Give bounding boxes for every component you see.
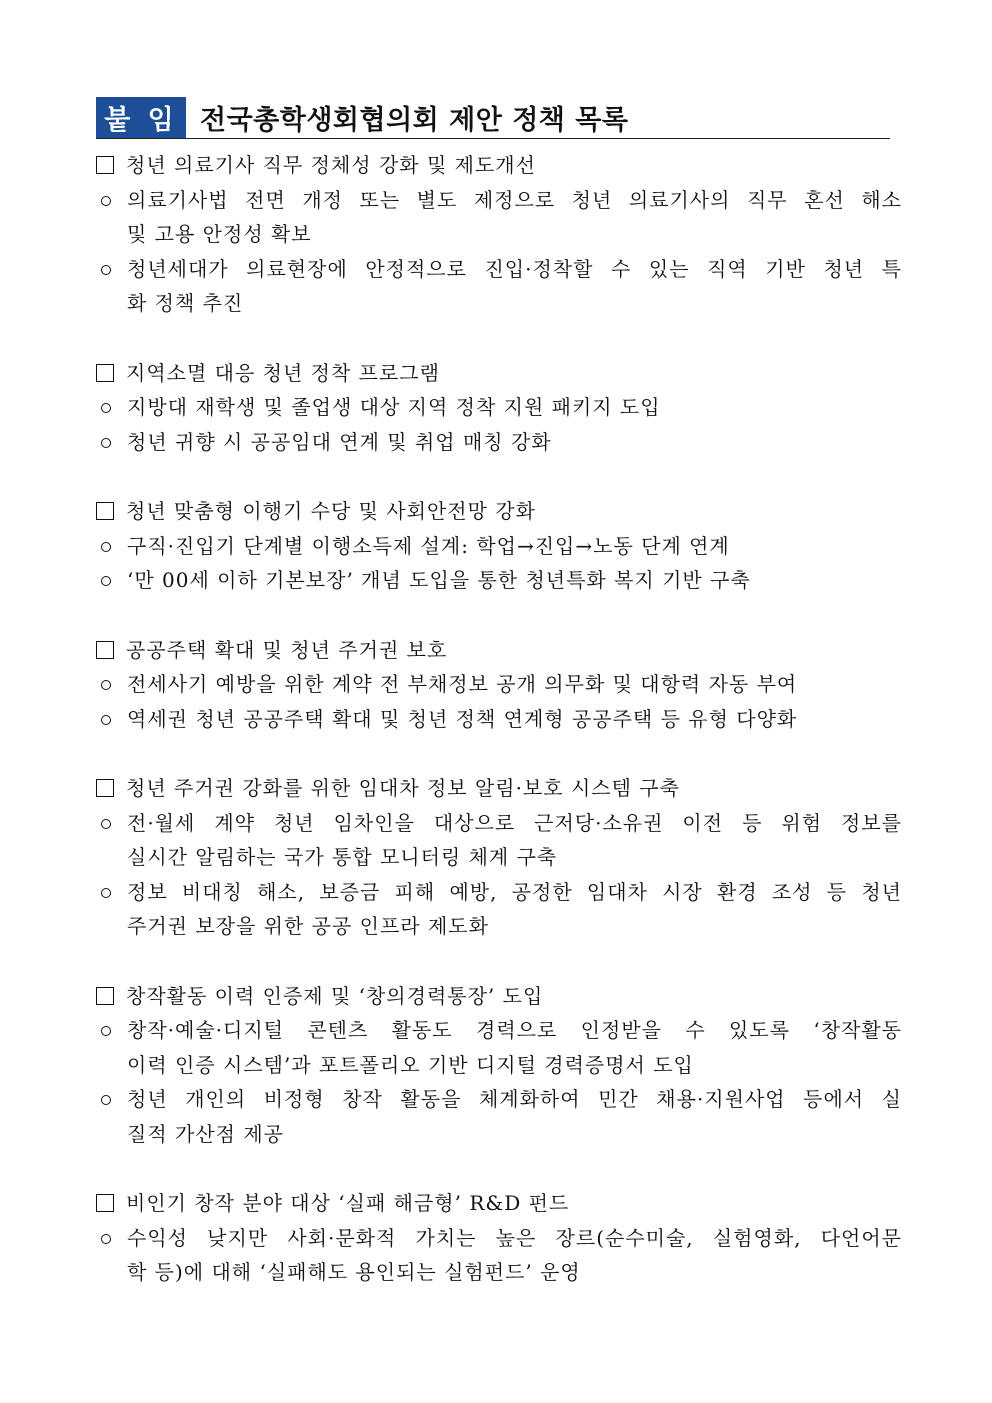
bullet-item [96, 252, 902, 321]
policy-list [96, 148, 902, 1325]
section-heading [96, 771, 902, 806]
section-heading [96, 494, 902, 529]
bullet-line: 이력 인증 시스템’과 포트폴리오 기반 디지털 경력증명서 도입 [127, 1052, 694, 1077]
bullet-line: 전·월세 계약 청년 임차인을 대상으로 근저당·소유권 이전 등 위험 정보를 [127, 810, 902, 835]
bullet-text [127, 529, 902, 564]
bullet-item [96, 425, 902, 460]
circle-bullet-icon [101, 680, 111, 690]
policy-section [96, 979, 902, 1152]
section-heading [96, 1186, 902, 1221]
bullet-line: 지방대 재학생 및 졸업생 대상 지역 정착 지원 패키지 도입 [127, 395, 661, 419]
bullet-item [96, 667, 902, 702]
section-heading-text: 공공주택 확대 및 청년 주거권 보호 [126, 637, 448, 662]
bullet-line: 주거권 보장을 위한 공공 인프라 제도화 [127, 914, 489, 938]
bullet-text [127, 252, 902, 321]
bullet-line: 청년 귀향 시 공공임대 연계 및 취업 매칭 강화 [127, 429, 552, 454]
policy-section [96, 356, 902, 460]
bullet-text [127, 1082, 902, 1151]
section-heading-text: 비인기 창작 분야 대상 ‘실패 해금형’ R&D 펀드 [126, 1191, 570, 1215]
bullet-line: 학 등)에 대해 ‘실패해도 용인되는 실험펀드’ 운영 [127, 1260, 581, 1284]
bullet-item [96, 563, 902, 598]
bullet-item [96, 806, 902, 875]
circle-bullet-icon [101, 403, 111, 413]
section-heading [96, 633, 902, 668]
bullet-item [96, 1082, 902, 1151]
circle-bullet-icon [101, 265, 111, 275]
square-bullet-icon [96, 364, 114, 382]
policy-section [96, 148, 902, 321]
bullet-line: 전세사기 예방을 위한 계약 전 부채정보 공개 의무화 및 대항력 자동 부여 [127, 672, 798, 696]
bullet-line: 화 정책 추진 [127, 291, 244, 315]
bullet-line: 청년 개인의 비정형 창작 활동을 체계화하여 민간 채용·지원사업 등에서 실 [127, 1087, 902, 1111]
section-heading [96, 148, 902, 183]
square-bullet-icon [96, 987, 114, 1005]
bullet-line: 역세권 청년 공공주택 확대 및 청년 정책 연계형 공공주택 등 유형 다양화 [127, 706, 798, 731]
bullet-item [96, 183, 902, 252]
section-heading-text: 지역소멸 대응 청년 정착 프로그램 [126, 360, 440, 385]
circle-bullet-icon [101, 1026, 111, 1036]
section-heading-text: 청년 맞춤형 이행기 수당 및 사회안전망 강화 [126, 499, 536, 523]
bullet-text [127, 425, 902, 460]
circle-bullet-icon [101, 196, 111, 206]
section-heading-text: 청년 주거권 강화를 위한 임대차 정보 알림·보호 시스템 구축 [126, 776, 680, 800]
square-bullet-icon [96, 1194, 114, 1212]
section-heading [96, 979, 902, 1014]
bullet-text [127, 875, 902, 944]
bullet-text [127, 183, 902, 252]
policy-section [96, 633, 902, 737]
title-bar [96, 96, 890, 139]
bullet-line: 의료기사법 전면 개정 또는 별도 제정으로 청년 의료기사의 직무 혼선 해소 [127, 187, 902, 212]
bullet-item [96, 1221, 902, 1290]
bullet-text [127, 806, 902, 875]
circle-bullet-icon [101, 715, 111, 725]
bullet-text [127, 1221, 902, 1290]
circle-bullet-icon [101, 438, 111, 448]
bullet-line: 창작·예술·디지털 콘텐츠 활동도 경력으로 인정받을 수 있도록 ‘창작활동 [127, 1018, 902, 1042]
bullet-text [127, 702, 902, 737]
bullet-text [127, 390, 902, 425]
bullet-line: 정보 비대칭 해소, 보증금 피해 예방, 공정한 임대차 시장 환경 조성 등 청년 [127, 879, 902, 904]
attachment-badge: 붙 임 [96, 97, 186, 138]
circle-bullet-icon [101, 542, 111, 552]
bullet-line: 실시간 알림하는 국가 통합 모니터링 체계 구축 [127, 845, 558, 869]
bullet-item [96, 702, 902, 737]
policy-section [96, 494, 902, 598]
section-heading-text: 창작활동 이력 인증제 및 ‘창의경력통장’ 도입 [126, 983, 544, 1008]
bullet-item [96, 1013, 902, 1082]
policy-section [96, 771, 902, 944]
circle-bullet-icon [101, 1095, 111, 1105]
circle-bullet-icon [101, 888, 111, 898]
square-bullet-icon [96, 156, 114, 174]
page-title: 전국총학생회협의회 제안 정책 목록 [200, 104, 629, 136]
bullet-text [127, 1013, 902, 1082]
square-bullet-icon [96, 502, 114, 520]
bullet-item [96, 875, 902, 944]
circle-bullet-icon [101, 576, 111, 586]
bullet-item [96, 529, 902, 564]
circle-bullet-icon [101, 1234, 111, 1244]
bullet-text [127, 563, 902, 598]
bullet-line: 구직·진입기 단계별 이행소득제 설계: 학업→진입→노동 단계 연계 [127, 533, 730, 558]
bullet-line: 및 고용 안정성 확보 [127, 222, 312, 246]
section-heading-text: 청년 의료기사 직무 정체성 강화 및 제도개선 [126, 153, 536, 177]
circle-bullet-icon [101, 819, 111, 829]
bullet-line: ‘만 00세 이하 기본보장’ 개념 도입을 통한 청년특화 복지 기반 구축 [127, 568, 751, 592]
square-bullet-icon [96, 641, 114, 659]
square-bullet-icon [96, 779, 114, 797]
bullet-line: 질적 가산점 제공 [127, 1121, 284, 1146]
bullet-item [96, 390, 902, 425]
policy-section [96, 1186, 902, 1290]
section-heading [96, 356, 902, 391]
bullet-line: 청년세대가 의료현장에 안정적으로 진입·정착할 수 있는 직역 기반 청년 특 [127, 256, 902, 281]
bullet-line: 수익성 낮지만 사회·문화적 가치는 높은 장르(순수미술, 실험영화, 다언어문 [127, 1225, 902, 1250]
bullet-text [127, 667, 902, 702]
